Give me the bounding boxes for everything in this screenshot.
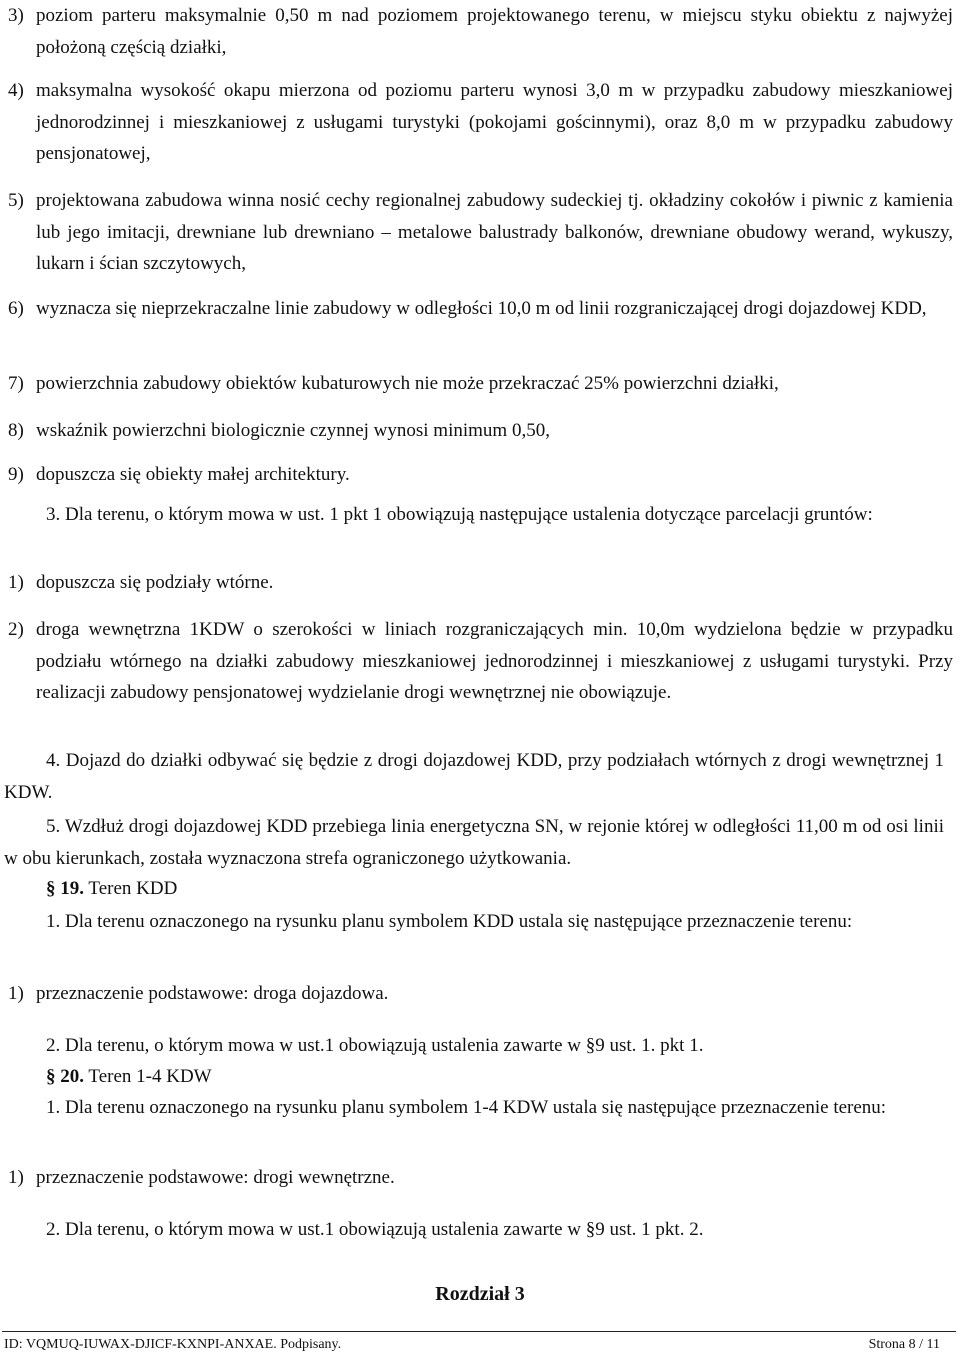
section-20-paragraph-1: 1. Dla terenu oznaczonego na rysunku planu symbolem 1-4 KDW ustala się następujące przeznaczenie terenu: [46, 1097, 887, 1118]
paragraph-5: 5. Wzdłuż drogi dojazdowej KDD przebiega linia energetyczna SN, w rejonie której w odległości 11,00 m od osi linii w obu kierunkach, została wyznaczona strefa ograniczonego użytkowania. [4, 816, 944, 869]
list-item: 2) droga wewnętrzna 1KDW o szerokości w liniach rozgraniczających min. 10,0m wydzielona będzie w przypadku podziału wtórnego na działki zabudowy mieszkaniowej jednorodzinnej i mieszkaniowej z usługami turystyki. Przy realizacji zabudowy pensjonatowej wydzielanie drogi wewnętrznej nie obowiązuje. [8, 619, 953, 703]
list-item: 5) projektowana zabudowa winna nosić cechy regionalnej zabudowy sudeckiej tj. okładziny cokołów i piwnic z kamienia lub jego imitacji, drewniane lub drewniano – metalowe balustrady balkonów, drewniane obudowy werand, wykuszy, lukarn i ścian szczytowych, [8, 190, 953, 274]
section-19-paragraph-1: 1. Dla terenu oznaczonego na rysunku planu symbolem KDD ustala się następujące przeznaczenie terenu: [46, 911, 853, 932]
section-20-paragraph-2: 2. Dla terenu, o którym mowa w ust.1 obowiązują ustalenia zawarte w §9 ust. 1 pkt. 2. [46, 1219, 704, 1240]
section-19-paragraph-2: 2. Dla terenu, o którym mowa w ust.1 obowiązują ustalenia zawarte w §9 ust. 1. pkt 1. [46, 1035, 704, 1056]
list-item: 1) przeznaczenie podstawowe: droga dojazdowa. [8, 983, 389, 1004]
list-item: 1) dopuszcza się podziały wtórne. [8, 572, 274, 593]
list-item: 7) powierzchnia zabudowy obiektów kubaturowych nie może przekraczać 25% powierzchni działki, [8, 373, 779, 394]
list-item: 6) wyznacza się nieprzekraczalne linie zabudowy w odległości 10,0 m od linii rozgraniczającej drogi dojazdowej KDD, [8, 298, 927, 319]
list-item: 8) wskaźnik powierzchni biologicznie czynnej wynosi minimum 0,50, [8, 420, 550, 441]
list-item: 4) maksymalna wysokość okapu mierzona od poziomu parteru wynosi 3,0 m w przypadku zabudowy mieszkaniowej jednorodzinnej i mieszkaniowej z usługami turystyki (pokojami gościnnymi), oraz 8,0 m w przypadku zabudowy pensjonatowej, [8, 80, 953, 164]
chapter-heading: Rozdział 3 [435, 1283, 525, 1305]
paragraph-4: 4. Dojazd do działki odbywać się będzie z drogi dojazdowej KDD, przy podziałach wtórnych z drogi wewnętrznej 1 KDW. [4, 750, 944, 803]
list-item: 1) przeznaczenie podstawowe: drogi wewnętrzne. [8, 1167, 395, 1188]
document-id: ID: VQMUQ-IUWAX-DJICF-KXNPI-ANXAE. Podpisany. [4, 1337, 342, 1352]
paragraph-3: 3. Dla terenu, o którym mowa w ust. 1 pkt 1 obowiązują następujące ustalenia dotyczące parcelacji gruntów: [46, 504, 873, 525]
list-item: 3) poziom parteru maksymalnie 0,50 m nad poziomem projektowanego terenu, w miejscu styku obiektu z najwyżej położoną częścią działki, [8, 5, 953, 58]
footer-divider [2, 1331, 956, 1332]
page-number: Strona 8 / 11 [868, 1337, 940, 1352]
list-item: 9) dopuszcza się obiekty małej architektury. [8, 464, 350, 485]
section-heading-20: § 20. Teren 1-4 KDW [46, 1066, 212, 1087]
section-heading-19: § 19. Teren KDD [46, 878, 178, 899]
